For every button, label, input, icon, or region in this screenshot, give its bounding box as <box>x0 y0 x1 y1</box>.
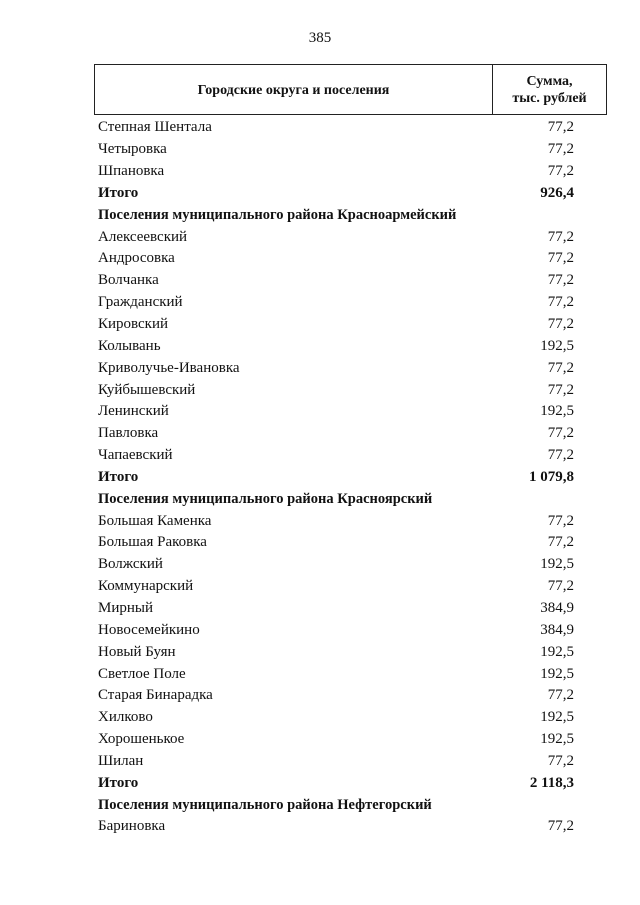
settlement-name: Волжский <box>98 556 163 573</box>
table-row <box>94 576 607 598</box>
settlement-name: Старая Бинарадка <box>98 687 213 704</box>
table-row <box>94 423 607 445</box>
settlement-name: Большая Раковка <box>98 534 207 551</box>
settlement-name: Итого <box>98 774 139 791</box>
settlement-name: Светлое Поле <box>98 665 186 682</box>
settlement-name: Куйбышевский <box>98 381 196 398</box>
table-row <box>94 663 607 685</box>
amount-value: 384,9 <box>540 599 574 616</box>
amount-value: 77,2 <box>547 818 574 835</box>
table-row <box>94 641 607 663</box>
table-row <box>94 270 607 292</box>
column-header-sum-line2: тыс. рублей <box>512 90 587 106</box>
table-row <box>94 292 607 314</box>
amount-value: 192,5 <box>540 709 574 726</box>
table-row <box>94 161 607 183</box>
settlement-name: Хорошенькое <box>98 731 185 748</box>
settlement-name: Ленинский <box>98 403 169 420</box>
amount-value: 77,2 <box>547 272 574 289</box>
total-row <box>94 467 607 489</box>
total-row <box>94 183 607 205</box>
settlement-name: Шилан <box>98 752 144 769</box>
amount-value: 77,2 <box>547 687 574 704</box>
page-number: 385 <box>308 30 332 46</box>
amount-value: 77,2 <box>547 294 574 311</box>
table-row <box>94 314 607 336</box>
settlement-name: Итого <box>98 184 139 201</box>
table-row <box>94 510 607 532</box>
table-row <box>94 335 607 357</box>
amount-value: 77,2 <box>547 359 574 376</box>
amount-value: 2 118,3 <box>529 774 574 791</box>
column-header-name: Городские округа и поселения <box>95 65 493 114</box>
table-row <box>94 139 607 161</box>
amount-value: 77,2 <box>547 250 574 267</box>
table-body <box>94 117 607 838</box>
amount-value: 926,4 <box>540 184 574 201</box>
settlement-name: Шпановка <box>98 163 165 180</box>
total-row <box>94 772 607 794</box>
amount-value: 77,2 <box>547 228 574 245</box>
amount-value: 77,2 <box>547 141 574 158</box>
amount-value: 77,2 <box>547 425 574 442</box>
table-row <box>94 619 607 641</box>
amount-value: 77,2 <box>547 447 574 464</box>
table-row <box>94 379 607 401</box>
settlement-name: Бариновка <box>98 818 166 835</box>
amount-value: 77,2 <box>547 316 574 333</box>
column-header-sum-line1: Сумма, <box>526 73 573 89</box>
section-title: Поселения муниципального района Красноярский <box>98 490 433 507</box>
amount-value: 384,9 <box>540 621 574 638</box>
amount-value: 77,2 <box>547 163 574 180</box>
amount-value: 192,5 <box>540 643 574 660</box>
settlement-name: Новосемейкино <box>98 621 200 638</box>
section-header-row <box>94 488 607 510</box>
section-title: Поселения муниципального района Нефтегорский <box>98 796 432 813</box>
settlement-name: Кировский <box>98 316 169 333</box>
settlement-name: Хилково <box>98 709 153 726</box>
settlement-name: Мирный <box>98 599 153 616</box>
settlement-name: Гражданский <box>98 294 183 311</box>
section-header-row <box>94 794 607 816</box>
amount-value: 192,5 <box>540 337 574 354</box>
amount-value: 192,5 <box>540 403 574 420</box>
table-row <box>94 248 607 270</box>
table-row <box>94 685 607 707</box>
table-row <box>94 357 607 379</box>
settlement-name: Большая Каменка <box>98 512 212 529</box>
table-row <box>94 816 607 838</box>
settlement-name: Степная Шентала <box>98 119 212 136</box>
table-row <box>94 729 607 751</box>
section-header-row <box>94 204 607 226</box>
column-header-sum <box>493 65 606 114</box>
amount-value: 77,2 <box>547 534 574 551</box>
settlement-name: Четыровка <box>98 141 167 158</box>
table-row <box>94 707 607 729</box>
settlement-name: Андросовка <box>98 250 175 267</box>
table-header <box>94 64 607 115</box>
amount-value: 77,2 <box>547 752 574 769</box>
table-row <box>94 554 607 576</box>
table-row <box>94 117 607 139</box>
amount-value: 1 079,8 <box>529 468 574 485</box>
table-row <box>94 750 607 772</box>
amount-value: 77,2 <box>547 512 574 529</box>
settlement-name: Коммунарский <box>98 578 194 595</box>
amount-value: 192,5 <box>540 556 574 573</box>
settlement-name: Итого <box>98 468 139 485</box>
settlement-name: Новый Буян <box>98 643 176 660</box>
settlement-name: Криволучье-Ивановка <box>98 359 240 376</box>
table-row <box>94 445 607 467</box>
amount-value: 77,2 <box>547 578 574 595</box>
settlement-name: Павловка <box>98 425 159 442</box>
table-row <box>94 598 607 620</box>
settlement-name: Чапаевский <box>98 447 173 464</box>
settlement-name: Алексеевский <box>98 228 188 245</box>
amount-value: 192,5 <box>540 665 574 682</box>
amount-value: 77,2 <box>547 381 574 398</box>
amount-value: 192,5 <box>540 731 574 748</box>
table-row <box>94 226 607 248</box>
settlement-name: Волчанка <box>98 272 159 289</box>
table-row <box>94 401 607 423</box>
table-row <box>94 532 607 554</box>
amount-value: 77,2 <box>547 119 574 136</box>
section-title: Поселения муниципального района Красноармейский <box>98 206 457 223</box>
settlement-name: Колывань <box>98 337 161 354</box>
